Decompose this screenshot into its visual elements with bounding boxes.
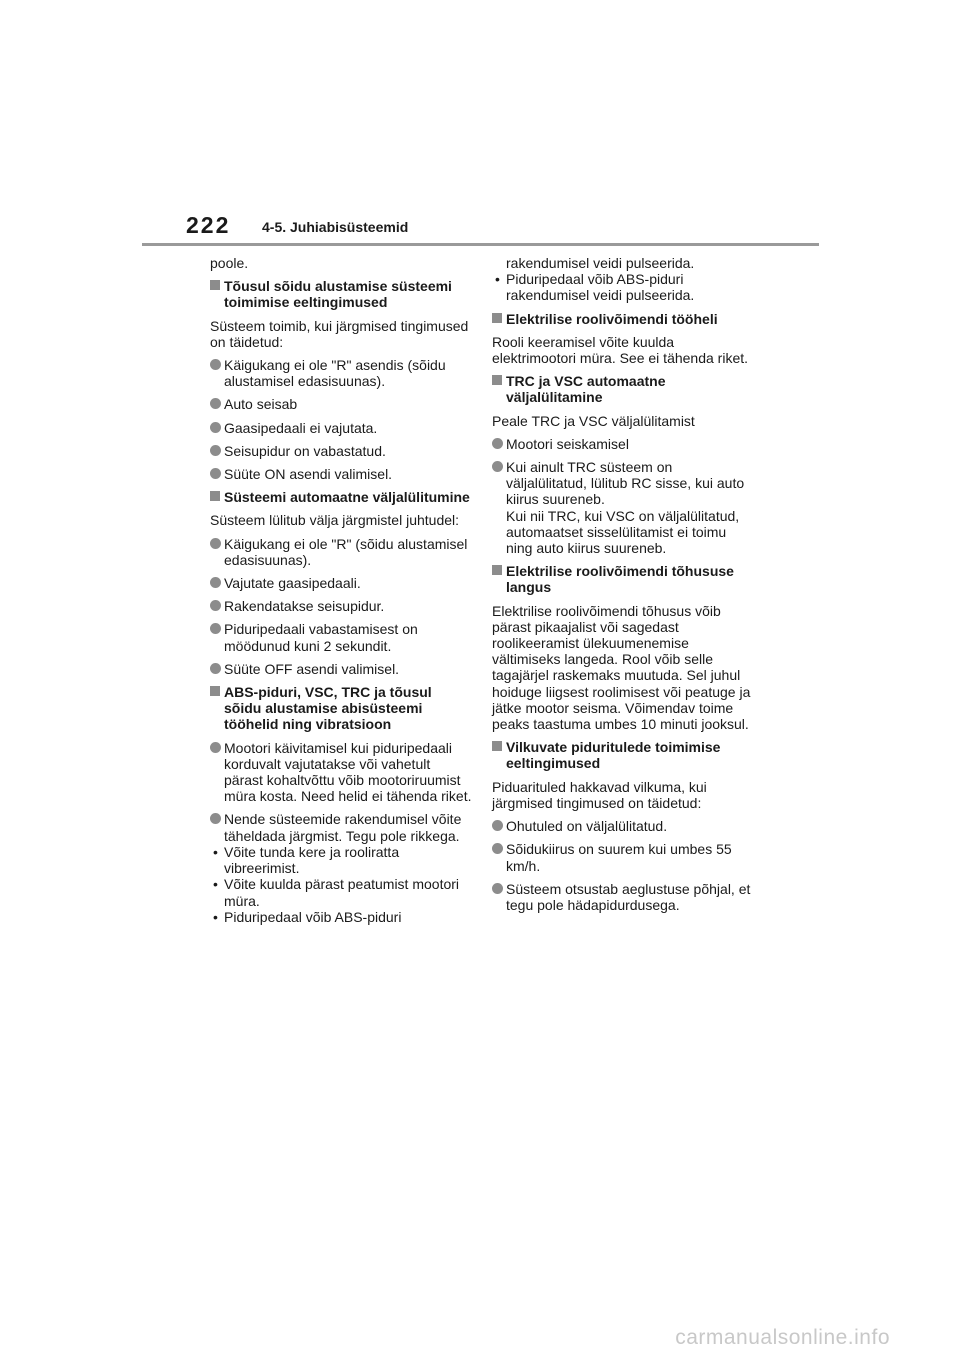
circle-bullet-icon: [210, 538, 221, 549]
heading-trc-vsc-auto-off: TRC ja VSC automaatne väljalülitamine: [492, 373, 754, 405]
header-divider: [142, 243, 819, 246]
list-item: Gaasipedaali ei vajutata.: [210, 420, 472, 436]
heading-automatic-shutoff: Süsteemi automaatne väljalülitumine: [210, 489, 472, 505]
bullet-dot-icon: •: [213, 876, 218, 893]
square-bullet-icon: [210, 280, 220, 290]
section-title: 4-5. Juhiabisüsteemid: [262, 219, 409, 235]
circle-bullet-icon: [210, 600, 221, 611]
circle-bullet-icon: [210, 359, 221, 370]
bullet-dot-icon: •: [213, 843, 218, 860]
heading-eps-efficiency: Elektrilise roolivõimendi tõhususe langus: [492, 563, 754, 595]
square-bullet-icon: [492, 741, 502, 751]
paragraph: Elektrilise roolivõimendi tõhusus võib pärast pikaajalist või sagedast roolikeeramist ülekuumenemise vältimiseks langeda. Rool võib selle tagajärjel raskemaks muutuda. Sel juhul hoiduge liigsest roolimisest või peatuge ja jätke mootor seisma. Võimendav toime peaks taastuma umbes 10 minuti jooksul.: [492, 602, 751, 733]
list-item: Nende süsteemide rakendumisel võite täheldada järgmist. Tegu pole rikkega.: [210, 811, 472, 843]
sub-list-item: • Võite kuulda pärast peatumist mootori müra.: [213, 876, 460, 909]
list-item: Süsteem otsustab aeglustuse põhjal, et tegu pole hädapidurdusega.: [492, 881, 754, 913]
square-bullet-icon: [210, 491, 220, 501]
circle-bullet-icon: [492, 461, 503, 472]
page-number: 222: [186, 212, 231, 238]
sub-list-item: • Piduripedaal võib ABS-piduri: [213, 908, 402, 925]
circle-bullet-icon: [492, 883, 503, 894]
square-bullet-icon: [492, 565, 502, 575]
circle-bullet-icon: [210, 577, 221, 588]
list-item: Sõidukiirus on suurem kui umbes 55 km/h.: [492, 841, 754, 873]
list-item: Süüte ON asendi valimisel.: [210, 466, 472, 482]
sub-list: [210, 844, 472, 925]
list-item: Käigukang ei ole "R" asendis (sõidu alustamisel edasisuunas).: [210, 357, 472, 389]
list-item: Süüte OFF asendi valimisel.: [210, 661, 472, 677]
list-item: Ohutuled on väljalülitatud.: [492, 818, 754, 834]
square-bullet-icon: [492, 313, 502, 323]
circle-bullet-icon: [210, 398, 221, 409]
circle-bullet-icon: [210, 468, 221, 479]
circle-bullet-icon: [210, 445, 221, 456]
list-item: Mootori seiskamisel: [492, 436, 754, 452]
list-item: Mootori käivitamisel kui piduripedaali korduvalt vajutatakse või vahetult pärast kohaltvõttu võib mootoriruumist müra kosta. Need helid ei tähenda riket.: [210, 740, 472, 805]
sub-list-item-continued: rakendumisel veidi pulseerida.: [506, 255, 695, 271]
list-item: Kui ainult TRC süsteem on väljalülitatud, lülitub RC sisse, kui auto kiirus suureneb. Kui nii TRC, kui VSC on väljalülitatud, automaatset sisselülitamist ei toimu ning auto kiirus suureneb.: [492, 459, 754, 556]
sub-list-item: • Võite tunda kere ja rooliratta vibreerimist.: [213, 843, 400, 877]
heading-hill-start-conditions: Tõusul sõidu alustamise süsteemi toimimise eeltingimused: [210, 278, 472, 310]
sub-list: [492, 255, 754, 304]
list-item: Vajutate gaasipedaali.: [210, 575, 472, 591]
list-item: Rakendatakse seisupidur.: [210, 598, 472, 614]
paragraph: Süsteem lülitub välja järgmistel juhtudel:: [210, 512, 460, 529]
heading-eps-sound: Elektrilise roolivõimendi tööheli: [492, 311, 754, 327]
square-bullet-icon: [492, 375, 502, 385]
circle-bullet-icon: [210, 623, 221, 634]
circle-bullet-icon: [492, 438, 503, 449]
circle-bullet-icon: [210, 663, 221, 674]
list-item: Käigukang ei ole "R" (sõidu alustamisel edasisuunas).: [210, 536, 472, 568]
bullet-dot-icon: •: [213, 908, 218, 925]
left-column: [210, 255, 472, 932]
heading-flashing-brake-lights: Vilkuvate piduritulede toimimise eeltingimused: [492, 739, 754, 771]
paragraph: Süsteem toimib, kui järgmised tingimused on täidetud:: [210, 317, 469, 350]
paragraph: Piduarituled hakkavad vilkuma, kui järgmised tingimused on täidetud:: [492, 778, 707, 811]
watermark: carmanualsonline.info: [675, 1326, 890, 1349]
circle-bullet-icon: [492, 820, 503, 831]
continued-text: poole.: [210, 255, 249, 271]
list-item: Auto seisab: [210, 396, 472, 412]
bullet-dot-icon: •: [495, 271, 500, 288]
circle-bullet-icon: [210, 422, 221, 433]
right-column: [492, 255, 754, 920]
paragraph: Peale TRC ja VSC väljalülitamist: [492, 412, 695, 429]
circle-bullet-icon: [210, 742, 221, 753]
list-item: Piduripedaali vabastamisest on möödunud kuni 2 sekundit.: [210, 621, 472, 653]
circle-bullet-icon: [210, 813, 221, 824]
heading-sounds-vibration: ABS-piduri, VSC, TRC ja tõusul sõidu alustamise abisüsteemi tööhelid ning vibratsioon: [210, 684, 472, 733]
sub-list-item: • Piduripedaal võib ABS-piduri rakendumisel veidi pulseerida.: [495, 271, 695, 304]
list-item: Seisupidur on vabastatud.: [210, 443, 472, 459]
paragraph: Rooli keeramisel võite kuulda elektrimootori müra. See ei tähenda riket.: [492, 333, 749, 367]
square-bullet-icon: [210, 686, 220, 696]
circle-bullet-icon: [492, 843, 503, 854]
